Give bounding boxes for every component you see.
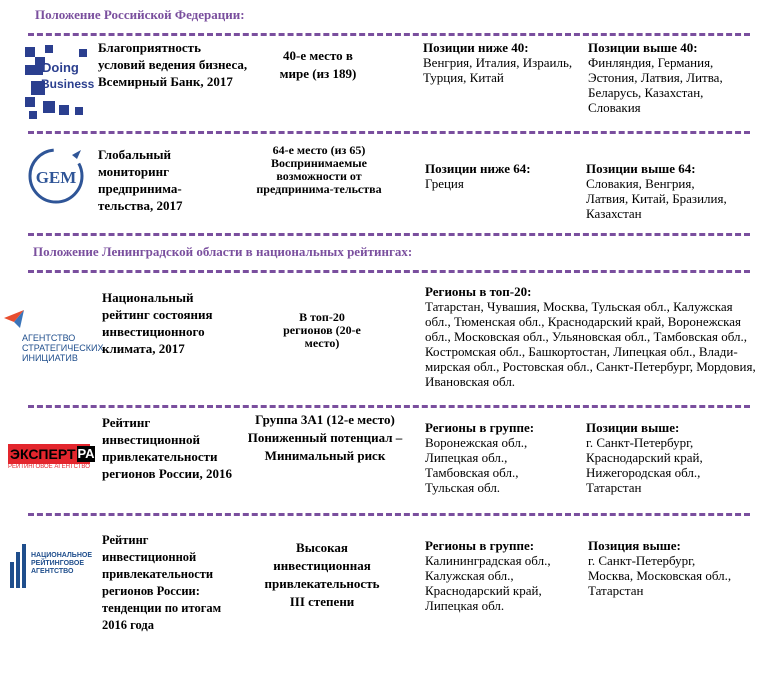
lower-positions-title: Позиции ниже 64:: [425, 161, 531, 176]
divider: [28, 270, 750, 273]
rating-place: В топ-20 регионов (20-е место): [283, 310, 361, 350]
rating-name: Рейтинг инвестиционной привлекательности регионов России: тенденции по итогам 2016 года: [102, 533, 222, 632]
regions-in-group: [425, 420, 570, 495]
rating-name: Благоприятность условий ведения бизнеса, Всемирный Банк, 2017: [98, 40, 248, 89]
regions-in-group: [425, 538, 575, 613]
higher-positions: [586, 161, 736, 221]
expert-ra-logo-suffix: РА: [77, 446, 95, 461]
higher-positions-list: г. Санкт-Петербург, Москва, Московская обл., Татарстан: [588, 553, 732, 598]
doing-business-logo-text-1: Doing: [42, 60, 79, 75]
higher-positions-title: Позиция выше:: [588, 538, 681, 553]
rating-name: Рейтинг инвестиционной привлекательности регионов России, 2016: [102, 415, 232, 481]
rating-name: Национальный рейтинг состояния инвестиционного климата, 2017: [102, 290, 213, 356]
rating-place: 64-е место (из 65) Воспринимаемые возможности от предпринима-тельства: [256, 143, 382, 196]
rating-place: Группа 3А1 (12-е место) Пониженный потенциал – Минимальный риск: [247, 412, 403, 463]
nra-logo-text-2: РЕЙТИНГОВОЕ: [31, 560, 85, 567]
section-title-russia: Положение Российской Федерации:: [35, 7, 245, 22]
divider: [28, 233, 750, 236]
higher-positions-title: Позиции выше 40:: [588, 40, 698, 55]
rating-place: Высокая инвестиционная привлекательность III степени: [264, 540, 380, 609]
section-title-leningrad: Положение Ленинградской области в национальных рейтингах:: [33, 244, 413, 259]
nra-logo-text-3: АГЕНТСТВО: [31, 568, 74, 575]
divider: [28, 405, 750, 408]
expert-ra-logo-text: ЭКСПЕРТ: [10, 446, 76, 462]
asi-logo-text-3: ИНИЦИАТИВ: [22, 353, 78, 363]
asi-logo-text-1: АГЕНТСТВО: [22, 333, 76, 343]
regions-in-group-title: Регионы в группе:: [425, 538, 535, 553]
lower-positions-list: Венгрия, Италия, Израиль, Турция, Китай: [423, 55, 573, 85]
higher-positions: [586, 420, 736, 495]
asi-logo: [2, 306, 104, 366]
gem-logo: [27, 147, 85, 205]
higher-positions-title: Позиции выше 64:: [586, 161, 696, 176]
top-regions-list: Татарстан, Чувашия, Москва, Тульская обл., Калужская обл., Тюменская обл., Краснодарский край, Воронежская обл., Московская обл., Ульяновская обл., Тамбовская обл., Костромская обл., Башкортостан, Липецкая обл., Влади-мирская обл., Ростовская обл., Санкт-Петербург, Мордовия, Ивановская обл.: [425, 299, 756, 389]
doing-business-logo: [25, 41, 95, 119]
lower-positions-title: Позиции ниже 40:: [423, 40, 529, 55]
regions-in-group-list: Воронежская обл., Липецкая обл., Тамбовская обл., Тульская обл.: [425, 435, 528, 495]
nra-logo-text-1: НАЦИОНАЛЬНОЕ: [31, 552, 93, 559]
higher-positions: [588, 40, 748, 115]
higher-positions: [588, 538, 738, 598]
lower-positions: [423, 40, 573, 85]
divider: [28, 513, 750, 516]
higher-positions-list: Словакия, Венгрия, Латвия, Китай, Бразилия, Казахстан: [586, 176, 727, 221]
divider: [28, 33, 750, 36]
higher-positions-title: Позиции выше:: [586, 420, 680, 435]
rating-place: 40-е место в мире (из 189): [279, 48, 357, 81]
doing-business-logo-text-2: Business: [41, 77, 95, 91]
regions-in-group-list: Калининградская обл., Калужская обл., Краснодарский край, Липецкая обл.: [425, 553, 551, 613]
asi-logo-text-2: СТРАТЕГИЧЕСКИХ: [22, 343, 104, 353]
higher-positions-list: г. Санкт-Петербург, Краснодарский край, Нижегородская обл., Татарстан: [586, 435, 703, 495]
lower-positions-list: Греция: [425, 176, 464, 191]
lower-positions: [425, 161, 545, 191]
gem-logo-text: GEM: [35, 168, 77, 187]
higher-positions-list: Финляндия, Германия, Эстония, Латвия, Литва, Беларусь, Казахстан, Словакия: [588, 55, 723, 115]
rating-name: Глобальный мониторинг предпринима-тельства, 2017: [98, 147, 183, 213]
expert-ra-logo: [8, 444, 95, 472]
divider: [28, 131, 750, 134]
expert-ra-logo-subtitle: РЕЙТИНГОВОЕ АГЕНТСТВО: [8, 464, 90, 470]
top-regions: [425, 284, 760, 389]
nra-logo: [8, 544, 92, 590]
regions-in-group-title: Регионы в группе:: [425, 420, 535, 435]
top-regions-title: Регионы в топ-20:: [425, 284, 532, 299]
